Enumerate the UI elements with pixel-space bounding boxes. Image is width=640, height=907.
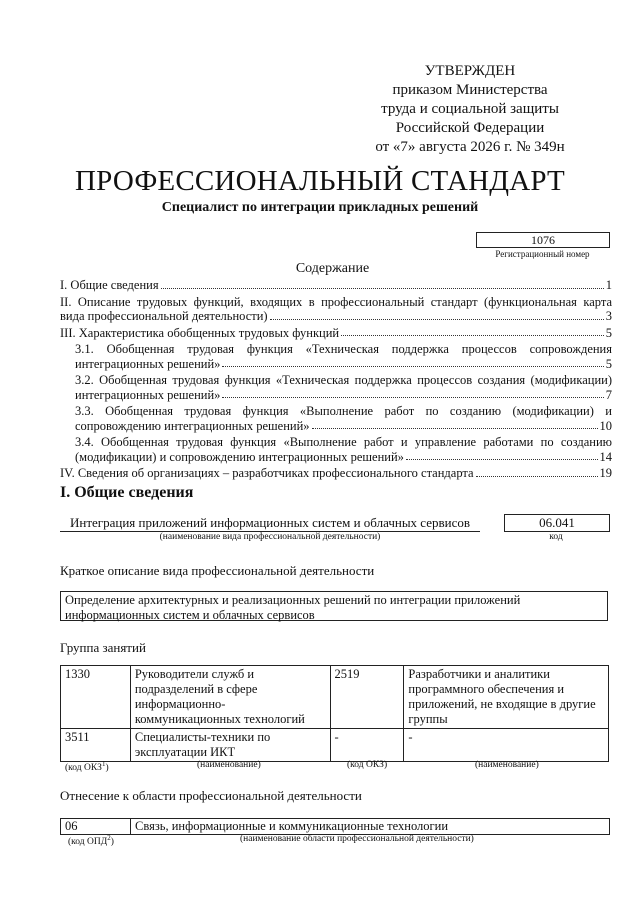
toc-item-text: 3.4. Обобщенная трудовая функция «Выполнение работ и управление работами по созданию [75,435,612,449]
okz-code-cell: 1330 [61,666,131,729]
activity-name-caption: (наименование вида профессиональной деятельности) [159,532,381,542]
toc-leader [222,397,603,398]
table-row [61,666,609,729]
approval-line: от «7» августа 2026 г. № 349н [375,139,565,155]
toc-leader [341,335,604,336]
field-label: Отнесение к области профессиональной деятельности [60,788,362,803]
toc-item-text: I. Общие сведения [60,278,159,292]
occupation-name-cell: Руководители служб и подразделений в сфере информационно-коммуникационных технологий [130,666,330,729]
toc-item[interactable] [60,466,612,481]
toc-item[interactable] [60,295,612,324]
toc-item-page: 14 [599,449,612,464]
approval-line: труда и социальной защиты [381,101,559,117]
footnote-mark: 1 [101,760,106,768]
caption-text: (код ОКЗ [65,763,102,774]
okz-code-cell: 3511 [61,729,131,762]
toc-item-text: вида профессиональной деятельности) [60,309,268,323]
toc-item-text: 3.1. Обобщенная трудовая функция «Техническая поддержка процессов сопровождения [75,342,612,356]
toc-item-page: 5 [605,325,612,340]
toc-item-text: сопровождению интеграционных решений» [75,418,310,433]
approval-line: Российской Федерации [395,120,545,136]
toc-item-page: 1 [605,278,612,292]
toc-heading: Содержание [295,261,370,276]
document-subtitle: Специалист по интеграции прикладных решений [161,200,479,215]
toc-item-text: IV. Сведения об организациях – разработчиках профессионального стандарта [60,466,474,480]
toc-item-text: интеграционных решений» [75,356,221,371]
caption-text: (код ОПД [68,837,108,848]
toc-item-text: интеграционных решений» [75,387,221,402]
brief-description-box: Определение архитектурных и реализационных решений по интеграции приложений информационных систем и облачных сервисов [60,591,608,621]
activity-code: 06.041 [504,514,610,532]
approval-line: УТВЕРЖДЕН [424,63,516,79]
field-code-caption: (код ОПД$^2$) [68,834,114,848]
okz-code-caption: (код ОКЗ$^1$) [65,760,109,774]
okz-code-cell: 2519 [330,666,404,729]
occupation-name-cell: Разработчики и аналитики программного обеспечения и приложений, не входящие в другие группы [404,666,609,729]
toc-item-text: (модификации) и сопровождению интеграционных решений» [75,449,404,464]
brief-description-label: Краткое описание вида профессиональной деятельности [60,563,375,578]
toc-item-text: II. Описание трудовых функций, входящих в профессиональный стандарт (функциональная карта [60,294,612,309]
field-name: Связь, информационные и коммуникационные технологии [135,819,449,833]
footnote-mark: 2 [107,834,111,842]
registration-number-box: 1076 [476,232,610,248]
toc-item-page: 19 [599,466,612,480]
occupation-name-caption: (наименование) [197,760,261,770]
toc-item[interactable] [60,373,612,402]
approval-line: приказом Министерства [392,82,548,98]
toc-item-page: 5 [605,356,612,371]
document-title: ПРОФЕССИОНАЛЬНЫЙ СТАНДАРТ [75,165,565,197]
toc-item[interactable] [60,342,612,371]
toc-leader [476,476,598,477]
approval-block [340,62,600,157]
registration-number-label: Регистрационный номер [495,249,590,259]
toc-item-text: III. Характеристика обобщенных трудовых функций [60,325,340,340]
toc-item[interactable] [60,326,612,341]
activity-name: Интеграция приложений информационных систем и облачных сервисов [60,515,480,532]
section-heading: I. Общие сведения [60,484,194,501]
field-box [60,818,610,835]
table-row [61,729,609,762]
toc-item[interactable] [60,404,612,433]
toc-leader [222,366,603,367]
okz-code-cell: - [330,729,404,762]
occupation-name-caption: (наименование) [475,760,539,770]
toc-item-page: 7 [605,387,612,402]
toc-leader [312,428,598,429]
toc-item[interactable] [60,278,612,293]
occupation-name-cell: - [404,729,609,762]
toc-item[interactable] [60,435,612,464]
field-name-caption: (наименование области профессиональной деятельности) [240,834,474,844]
toc-item-text: 3.2. Обобщенная трудовая функция «Техническая поддержка процессов создания (модификации) [75,373,612,387]
toc-item-text: 3.3. Обобщенная трудовая функция «Выполнение работ по созданию (модификации) и [75,404,612,418]
activity-code-caption: код [549,532,563,542]
occupation-table [60,665,609,762]
toc-item-page: 10 [599,418,612,433]
table-of-contents [60,278,612,483]
occupation-name-cell: Специалисты-техники по эксплуатации ИКТ [130,729,330,762]
toc-leader [161,288,604,289]
okz-code-caption: (код ОКЗ) [347,760,388,770]
toc-leader [406,459,598,460]
toc-item-page: 3 [605,309,612,323]
toc-leader [270,319,604,320]
occupation-group-label: Группа занятий [60,640,146,655]
field-code: 06 [61,819,131,834]
